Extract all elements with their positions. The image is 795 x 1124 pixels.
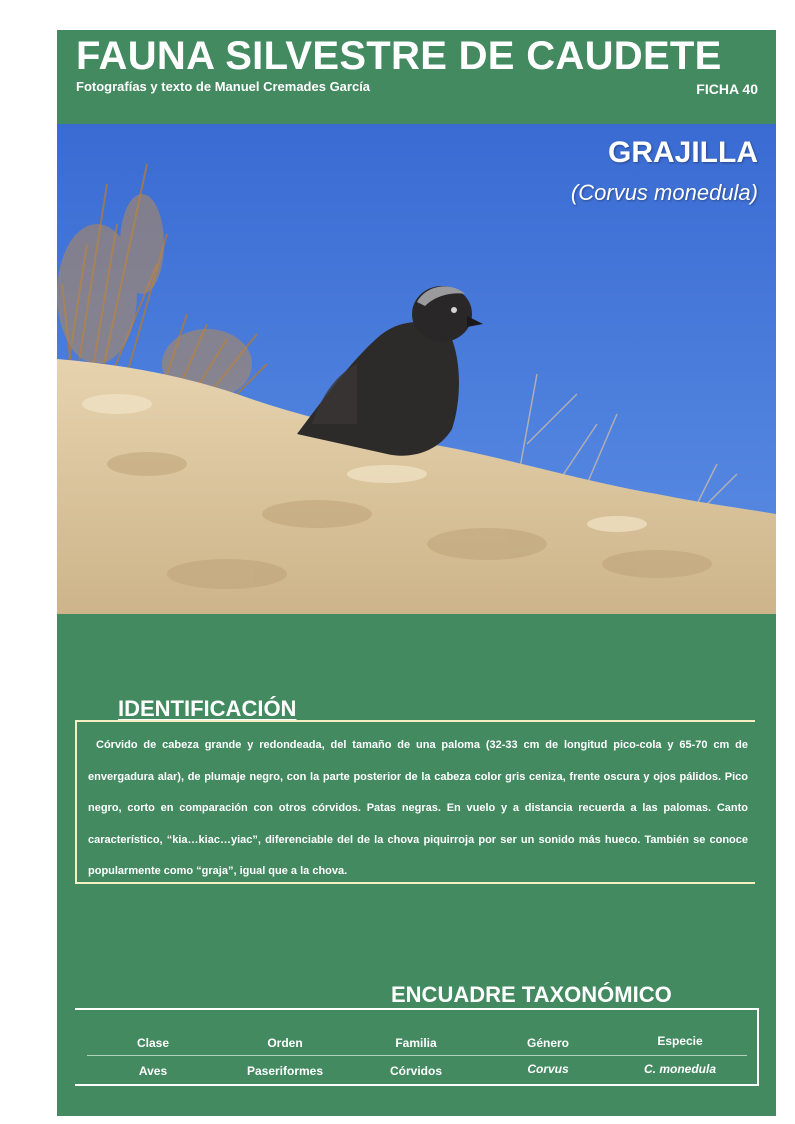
identification-heading: IDENTIFICACIÓN: [118, 696, 297, 721]
taxonomy-label-familia: Familia: [395, 1036, 437, 1050]
taxonomy-value-especie: C. monedula: [643, 1062, 716, 1076]
taxonomy-value-orden: Paseriformes: [246, 1064, 324, 1078]
taxonomy-label-orden: Orden: [267, 1036, 303, 1050]
taxonomy-value-genero: Corvus: [527, 1062, 569, 1076]
taxonomy-heading: ENCUADRE TAXONÓMICO: [391, 982, 672, 1007]
taxonomy-value-familia: Córvidos: [389, 1064, 442, 1078]
taxonomy-label-genero: Género: [526, 1036, 569, 1050]
header: [57, 30, 776, 123]
taxonomy-label-especie: Especie: [657, 1034, 703, 1048]
fact-sheet: [57, 30, 776, 1116]
author-credit: Fotografías y texto de Manuel Cremades García: [76, 79, 371, 94]
page-title: FAUNA SILVESTRE DE CAUDETE: [76, 34, 722, 78]
taxonomy-value-clase: Aves: [138, 1064, 168, 1078]
taxonomy-divider: [87, 1055, 747, 1056]
sheet-number: FICHA 40: [696, 81, 758, 97]
identification-text: Córvido de cabeza grande y redondeada, del tamaño de una paloma (32-33 cm de longitud pico-cola y 65-70 cm de envergadura alar), de plumaje negro, con la parte posterior de la cabeza color gris ceniza, frente oscura y ojos pálidos. Pico negro, corto en comparación con otros córvidos. Patas negras. En vuelo y a distancia recuerda a las palomas. Canto característico, “kia…kiac…yiac”, diferenciable del de la chova piquirroja por ser un sonido más hueco. También se conoce popularmente como “graja”, igual que a la chova.: [88, 739, 748, 877]
taxonomy-label-clase: Clase: [136, 1036, 170, 1050]
common-name: GRAJILLA: [608, 136, 758, 169]
scientific-name: (Corvus monedula): [570, 180, 758, 205]
bird-photo: [57, 124, 776, 614]
